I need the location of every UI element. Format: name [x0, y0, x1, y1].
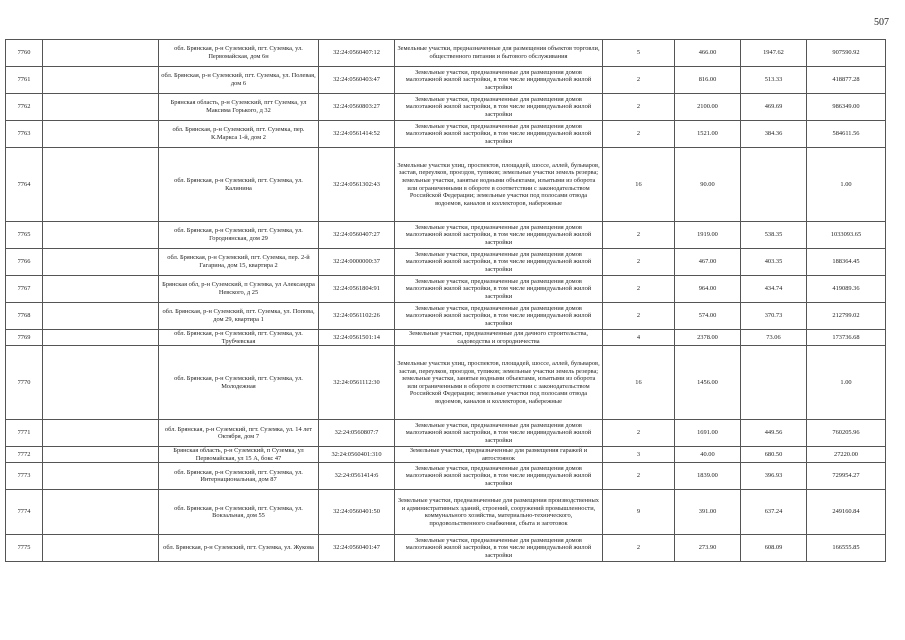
- area-cell: 40.00: [675, 447, 741, 463]
- category-code-cell: 9: [603, 490, 675, 535]
- address-cell: обл. Брянская, р-н Суземский, пгт. Суземка, ул. Интернациональная, дом 87: [159, 463, 319, 490]
- row-number: 7775: [6, 535, 43, 562]
- cadastral-value-cell: 1.00: [807, 148, 886, 222]
- table-row: [6, 346, 886, 420]
- area-cell: 2100.00: [675, 94, 741, 121]
- blank-cell: [43, 67, 159, 94]
- category-code-cell: 2: [603, 535, 675, 562]
- table-row: [6, 535, 886, 562]
- blank-cell: [43, 249, 159, 276]
- table-row: [6, 148, 886, 222]
- area-cell: 964.00: [675, 276, 741, 303]
- specific-value-cell: [741, 148, 807, 222]
- land-use-cell: Земельные участки, предназначенные для размещения домов малоэтажной жилой застройки, в том числе индивидуальной жилой застройки: [395, 121, 603, 148]
- cadastral-value-cell: 729954.27: [807, 463, 886, 490]
- cadastral-number-cell: 32:24:0560407:27: [319, 222, 395, 249]
- cadastral-number-cell: 32:24:0560401:310: [319, 447, 395, 463]
- category-code-cell: 2: [603, 463, 675, 490]
- blank-cell: [43, 447, 159, 463]
- blank-cell: [43, 121, 159, 148]
- address-cell: Брянская область, р-н Суземский, п Суземка, ул Первомайская, ул 15 А, бокс 47: [159, 447, 319, 463]
- row-number: 7766: [6, 249, 43, 276]
- cadastral-value-cell: 1033093.65: [807, 222, 886, 249]
- land-use-cell: Земельные участки, предназначенные для размещения домов малоэтажной жилой застройки, в том числе индивидуальной жилой застройки: [395, 535, 603, 562]
- blank-cell: [43, 420, 159, 447]
- address-cell: обл. Брянская, р-н Суземский, пгт. Суземка, ул. Вокзальная, дом 55: [159, 490, 319, 535]
- address-cell: обл. Брянская, р-н Суземский, пгт. Суземка, ул. Жукова: [159, 535, 319, 562]
- land-use-cell: Земельные участки улиц, проспектов, площадей, шоссе, аллей, бульваров, застав, переулков, проездов, тупиков; земельные участки земель резерва; земельные участки, занятые водными объектами, изъятыми из оборота или ограниченными в обороте в соответствии с законодательством Российской Федерации; земельные участки под полосами отвода водоемов, каналов и коллекторов, набережные: [395, 346, 603, 420]
- cadastral-number-cell: 32:24:0560803:27: [319, 94, 395, 121]
- cadastral-value-cell: 986349.00: [807, 94, 886, 121]
- specific-value-cell: 469.69: [741, 94, 807, 121]
- cadastral-value-cell: 188364.45: [807, 249, 886, 276]
- address-cell: обл. Брянская, р-н Суземский, пгт. Суземка, пер. 2-й Гагарина, дом 15, квартира 2: [159, 249, 319, 276]
- specific-value-cell: 1947.62: [741, 40, 807, 67]
- address-cell: обл. Брянская, р-н Суземский, пгт. Суземка, ул. Молодежная: [159, 346, 319, 420]
- category-code-cell: 16: [603, 148, 675, 222]
- table-row: [6, 249, 886, 276]
- table-body: [6, 40, 886, 562]
- category-code-cell: 3: [603, 447, 675, 463]
- land-use-cell: Земельные участки, предназначенные для размещения домов малоэтажной жилой застройки, в том числе индивидуальной жилой застройки: [395, 276, 603, 303]
- row-number: 7767: [6, 276, 43, 303]
- specific-value-cell: 680.50: [741, 447, 807, 463]
- specific-value-cell: 384.36: [741, 121, 807, 148]
- address-cell: обл. Брянская, р-н Суземский, пгт. Суземка, ул. Полевая, дом 6: [159, 67, 319, 94]
- specific-value-cell: 73.06: [741, 330, 807, 346]
- table-row: [6, 121, 886, 148]
- category-code-cell: 2: [603, 121, 675, 148]
- blank-cell: [43, 40, 159, 67]
- category-code-cell: 2: [603, 94, 675, 121]
- row-number: 7769: [6, 330, 43, 346]
- cadastral-value-table: [5, 39, 886, 562]
- cadastral-value-cell: 418877.28: [807, 67, 886, 94]
- category-code-cell: 2: [603, 276, 675, 303]
- category-code-cell: 2: [603, 67, 675, 94]
- blank-cell: [43, 346, 159, 420]
- land-use-cell: Земельные участки, предназначенные для размещения домов малоэтажной жилой застройки, в том числе индивидуальной жилой застройки: [395, 94, 603, 121]
- area-cell: 1691.00: [675, 420, 741, 447]
- land-use-cell: Земельные участки, предназначенные для размещения домов малоэтажной жилой застройки, в том числе индивидуальной жилой застройки: [395, 463, 603, 490]
- land-use-cell: Земельные участки, предназначенные для размещения гаражей и автостоянок: [395, 447, 603, 463]
- blank-cell: [43, 276, 159, 303]
- address-cell: обл. Брянская, р-н Суземский, пгт. Суземка, ул. Первомайская, дом 6н: [159, 40, 319, 67]
- cadastral-number-cell: 32:24:0560407:12: [319, 40, 395, 67]
- row-number: 7760: [6, 40, 43, 67]
- category-code-cell: 4: [603, 330, 675, 346]
- land-use-cell: Земельные участки, предназначенные для размещения домов малоэтажной жилой застройки, в том числе индивидуальной жилой застройки: [395, 420, 603, 447]
- land-use-cell: Земельные участки, предназначенные для дачного строительства, садоводства и огородничества: [395, 330, 603, 346]
- cadastral-number-cell: 32:24:0561302:43: [319, 148, 395, 222]
- category-code-cell: 16: [603, 346, 675, 420]
- land-use-cell: Земельные участки, предназначенные для размещения домов малоэтажной жилой застройки, в том числе индивидуальной жилой застройки: [395, 249, 603, 276]
- land-use-cell: Земельные участки, предназначенные для размещения домов малоэтажной жилой застройки, в том числе индивидуальной жилой застройки: [395, 67, 603, 94]
- area-cell: 273.90: [675, 535, 741, 562]
- cadastral-number-cell: 32:24:0561501:14: [319, 330, 395, 346]
- cadastral-value-cell: 212799.02: [807, 303, 886, 330]
- area-cell: 466.00: [675, 40, 741, 67]
- specific-value-cell: 538.35: [741, 222, 807, 249]
- cadastral-value-cell: 1.00: [807, 346, 886, 420]
- land-use-cell: Земельные участки, предназначенные для размещения домов малоэтажной жилой застройки, в том числе индивидуальной жилой застройки: [395, 222, 603, 249]
- cadastral-value-cell: 249160.84: [807, 490, 886, 535]
- address-cell: Брянская область, р-н Суземский, пгт Суземка, ул Максима Горького, д 32: [159, 94, 319, 121]
- cadastral-number-cell: 32:24:0560401:50: [319, 490, 395, 535]
- row-number: 7770: [6, 346, 43, 420]
- specific-value-cell: 637.24: [741, 490, 807, 535]
- row-number: 7763: [6, 121, 43, 148]
- area-cell: 467.00: [675, 249, 741, 276]
- specific-value-cell: 396.93: [741, 463, 807, 490]
- specific-value-cell: 403.35: [741, 249, 807, 276]
- cadastral-value-cell: 907590.92: [807, 40, 886, 67]
- category-code-cell: 2: [603, 249, 675, 276]
- cadastral-number-cell: 32:24:0560807:7: [319, 420, 395, 447]
- table-row: [6, 490, 886, 535]
- specific-value-cell: 434.74: [741, 276, 807, 303]
- row-number: 7773: [6, 463, 43, 490]
- category-code-cell: 2: [603, 303, 675, 330]
- row-number: 7768: [6, 303, 43, 330]
- table-row: [6, 303, 886, 330]
- row-number: 7764: [6, 148, 43, 222]
- table-row: [6, 420, 886, 447]
- cadastral-value-cell: 27220.00: [807, 447, 886, 463]
- row-number: 7765: [6, 222, 43, 249]
- address-cell: обл. Брянская, р-н Суземский, пгт. Суземка, ул. 14 лет Октября, дом 7: [159, 420, 319, 447]
- address-cell: обл. Брянская, р-н Суземский, пгт. Суземка, ул. Трубчевская: [159, 330, 319, 346]
- specific-value-cell: 449.56: [741, 420, 807, 447]
- land-use-cell: Земельные участки, предназначенные для размещения производственных и административных зданий, строений, сооружений промышленности, коммунального хозяйства, материально-технического, продовольственного снабжения, сбыта и заготовок: [395, 490, 603, 535]
- page-number: 507: [874, 17, 889, 28]
- area-cell: 1839.00: [675, 463, 741, 490]
- category-code-cell: 5: [603, 40, 675, 67]
- area-cell: 1919.00: [675, 222, 741, 249]
- row-number: 7772: [6, 447, 43, 463]
- cadastral-value-cell: 584611.56: [807, 121, 886, 148]
- area-cell: 1456.00: [675, 346, 741, 420]
- specific-value-cell: [741, 346, 807, 420]
- table-row: [6, 330, 886, 346]
- cadastral-number-cell: 32:24:0561112:30: [319, 346, 395, 420]
- table-row: [6, 276, 886, 303]
- table-row: [6, 67, 886, 94]
- address-cell: Брянская обл, р-н Суземский, п Суземка, ул Александра Невского, д 25: [159, 276, 319, 303]
- cadastral-number-cell: 32:24:0000000:37: [319, 249, 395, 276]
- area-cell: 816.00: [675, 67, 741, 94]
- area-cell: 574.00: [675, 303, 741, 330]
- cadastral-number-cell: 32:24:0561414:6: [319, 463, 395, 490]
- land-use-cell: Земельные участки, предназначенные для размещения объектов торговли, общественного питания и бытового обслуживания: [395, 40, 603, 67]
- blank-cell: [43, 535, 159, 562]
- area-cell: 90.00: [675, 148, 741, 222]
- area-cell: 391.00: [675, 490, 741, 535]
- cadastral-number-cell: 32:24:0561102:26: [319, 303, 395, 330]
- area-cell: 1521.00: [675, 121, 741, 148]
- address-cell: обл. Брянская, р-н Суземский, пгт. Суземка, пер. К.Маркса 1-й, дом 2: [159, 121, 319, 148]
- table-row: [6, 94, 886, 121]
- blank-cell: [43, 222, 159, 249]
- cadastral-value-cell: 760205.96: [807, 420, 886, 447]
- table-row: [6, 463, 886, 490]
- table-row: [6, 40, 886, 67]
- blank-cell: [43, 94, 159, 121]
- blank-cell: [43, 303, 159, 330]
- land-use-cell: Земельные участки, предназначенные для размещения домов малоэтажной жилой застройки, в том числе индивидуальной жилой застройки: [395, 303, 603, 330]
- cadastral-number-cell: 32:24:0560403:47: [319, 67, 395, 94]
- address-cell: обл. Брянская, р-н Суземский, пгт. Суземка, ул. Калинина: [159, 148, 319, 222]
- table-row: [6, 447, 886, 463]
- cadastral-number-cell: 32:24:0560401:47: [319, 535, 395, 562]
- cadastral-value-cell: 173736.68: [807, 330, 886, 346]
- blank-cell: [43, 330, 159, 346]
- row-number: 7771: [6, 420, 43, 447]
- cadastral-number-cell: 32:24:0561414:52: [319, 121, 395, 148]
- row-number: 7761: [6, 67, 43, 94]
- category-code-cell: 2: [603, 222, 675, 249]
- row-number: 7762: [6, 94, 43, 121]
- address-cell: обл. Брянская, р-н Суземский, пгт. Суземка, ул. Городнянская, дом 29: [159, 222, 319, 249]
- row-number: 7774: [6, 490, 43, 535]
- specific-value-cell: 370.73: [741, 303, 807, 330]
- blank-cell: [43, 463, 159, 490]
- cadastral-value-cell: 166555.85: [807, 535, 886, 562]
- blank-cell: [43, 490, 159, 535]
- cadastral-number-cell: 32:24:0561804:91: [319, 276, 395, 303]
- specific-value-cell: 513.33: [741, 67, 807, 94]
- blank-cell: [43, 148, 159, 222]
- category-code-cell: 2: [603, 420, 675, 447]
- specific-value-cell: 608.09: [741, 535, 807, 562]
- address-cell: обл. Брянская, р-н Суземский, пгт. Суземка, ул. Попова, дом 29, квартира 1: [159, 303, 319, 330]
- table-row: [6, 222, 886, 249]
- cadastral-value-cell: 419089.36: [807, 276, 886, 303]
- land-use-cell: Земельные участки улиц, проспектов, площадей, шоссе, аллей, бульваров, застав, переулков, проездов, тупиков; земельные участки земель резерва; земельные участки, занятые водными объектами, изъятыми из оборота или ограниченными в обороте в соответствии с законодательством Российской Федерации; земельные участки под полосами отвода водоемов, каналов и коллекторов, набережные: [395, 148, 603, 222]
- area-cell: 2378.00: [675, 330, 741, 346]
